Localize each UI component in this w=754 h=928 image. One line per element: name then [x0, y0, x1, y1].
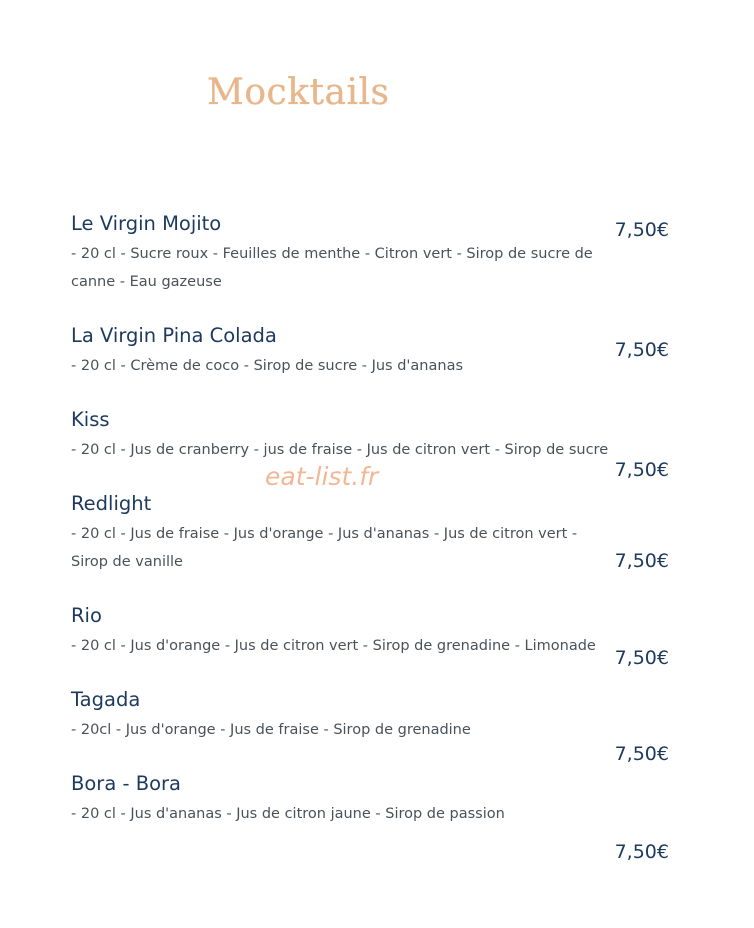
- menu-item-tagada: [71, 688, 611, 744]
- item-description: - 20 cl - Jus d'orange - Jus de citron vert - Sirop de grenadine - Limonade: [71, 638, 596, 654]
- item-description: - 20 cl - Jus de cranberry - jus de fraise - Jus de citron vert - Sirop de sucre: [71, 442, 609, 458]
- menu-title: Mocktails: [207, 72, 390, 113]
- item-price: 7,50€: [614, 339, 669, 361]
- item-name: Bora - Bora: [71, 772, 181, 795]
- item-description: - 20 cl - Jus d'ananas - Jus de citron jaune - Sirop de passion: [71, 806, 505, 822]
- item-price: 7,50€: [614, 219, 669, 241]
- menu-item-kiss: [71, 408, 611, 464]
- item-name: Kiss: [71, 408, 110, 431]
- item-description: - 20 cl - Jus de fraise - Jus d'orange - Jus d'ananas - Jus de citron vert - Sirop de vanille: [71, 526, 578, 570]
- item-description: - 20 cl - Crème de coco - Sirop de sucre - Jus d'ananas: [71, 358, 464, 374]
- item-name: Redlight: [71, 492, 152, 515]
- item-name: Le Virgin Mojito: [71, 212, 222, 235]
- item-price: 7,50€: [614, 743, 669, 765]
- item-price: 7,50€: [614, 550, 669, 572]
- menu-item-virgin-pina-colada: [71, 324, 611, 380]
- item-price: 7,50€: [614, 647, 669, 669]
- item-name: La Virgin Pina Colada: [71, 324, 277, 347]
- item-name: Rio: [71, 604, 102, 627]
- item-description: - 20cl - Jus d'orange - Jus de fraise - Sirop de grenadine: [71, 722, 471, 738]
- item-price: 7,50€: [614, 459, 669, 481]
- item-description: - 20 cl - Sucre roux - Feuilles de menthe - Citron vert - Sirop de sucre de canne - Eau gazeuse: [71, 246, 593, 290]
- watermark: eat-list.fr: [265, 462, 379, 491]
- menu-item-bora-bora: [71, 772, 611, 828]
- menu-item-redlight: [71, 492, 611, 576]
- menu-item-rio: [71, 604, 611, 660]
- item-name: Tagada: [71, 688, 141, 711]
- menu-item-virgin-mojito: [71, 212, 611, 296]
- item-price: 7,50€: [614, 841, 669, 863]
